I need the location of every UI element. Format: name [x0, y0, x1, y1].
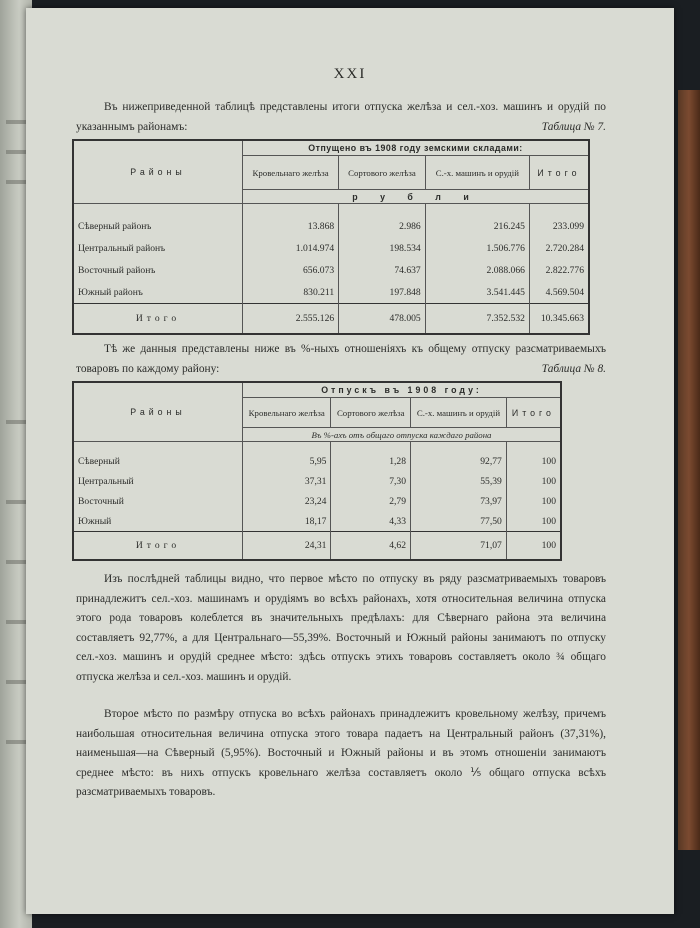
- book-cover-edge: [678, 90, 700, 850]
- table-row: Сѣверный 5,95 1,28 92,77 100: [73, 452, 561, 472]
- table-8: [72, 381, 562, 561]
- table-row: Центральный 37,31 7,30 55,39 100: [73, 472, 561, 492]
- col-header: С.-х. машинъ и орудій: [425, 156, 529, 190]
- table-row: Южный районъ 830.211 197.848 3.541.445 4.569.504: [73, 282, 589, 304]
- total-row: Итого 2.555.126 478.005 7.352.532 10.345.663: [73, 304, 589, 334]
- book-page: [26, 8, 674, 914]
- page-number: XXI: [333, 66, 367, 82]
- body-paragraph-2: Второе мѣсто по размѣру отпуска во всѣхъ районахъ принадлежитъ кровельному желѣзу, причемъ наибольшая относительная величина отпуска этого товара падаетъ на Центральный районъ (37,31%), наименьшая—на Сѣверный (5,95%). Восточный и Южный районы и въ этомъ отношеніи занимаютъ среднее мѣсто: въ нихъ отпускъ кровельнаго желѣза составляетъ около ⅕ общаго отпуска всѣхъ разсматриваемыхъ товаровъ.: [76, 708, 606, 799]
- col-header: Сортового желѣза: [331, 398, 411, 428]
- regions-header: Районы: [73, 140, 243, 204]
- regions-header: Районы: [73, 382, 243, 442]
- table-row: Сѣверный районъ 13.868 2.986 216.245 233.099: [73, 216, 589, 238]
- table-row: Восточный 23,24 2,79 73,97 100: [73, 492, 561, 512]
- col-header: Кровельнаго желѣза: [243, 156, 339, 190]
- table-row: Центральный районъ 1.014.974 198.534 1.506.776 2.720.284: [73, 238, 589, 260]
- table-8-label: Таблица № 8.: [541, 362, 606, 375]
- table-7-caption: Отпущено въ 1908 году земскими складами:: [243, 140, 590, 156]
- col-header: Итого: [529, 156, 589, 190]
- table-7: [72, 139, 590, 335]
- unit-row: Въ %-ахъ отъ общаго отпуска каждаго района: [243, 428, 562, 442]
- col-header: С.-х. машинъ и орудій: [411, 398, 507, 428]
- intro-paragraph-2: Тѣ же данныя представлены ниже въ %-ныхъ отношеніяхъ къ общему отпуску разсматриваемыхъ товаровъ по каждому району: Таблица № 8.: [76, 340, 606, 379]
- table-row: Восточный районъ 656.073 74.637 2.088.066 2.822.776: [73, 260, 589, 282]
- table-row: Южный 18,17 4,33 77,50 100: [73, 512, 561, 532]
- total-row: Итого 24,31 4,62 71,07 100: [73, 532, 561, 560]
- table-7-label: Таблица № 7.: [541, 120, 606, 133]
- intro-paragraph-1: Въ нижеприведенной таблицѣ представлены итоги отпуска желѣза и сел.-хоз. машинъ и орудій по указаннымъ районамъ: Таблица № 7.: [76, 98, 606, 137]
- body-paragraph-1: Изъ послѣдней таблицы видно, что первое мѣсто по отпуску въ ряду разсматриваемыхъ товаровъ принадлежитъ сел.-хоз. машинамъ и орудіямъ во всѣхъ районахъ, хотя относительная величина отпуска этого рода товаровъ колеблется въ значительныхъ предѣлахъ: для Сѣвернаго района эта величина составляетъ 92,77%, а для Центральнаго—55,39%. Восточный и Южный районы занимаютъ по отпуску сел.-хоз. машинъ и орудій среднее мѣсто: здѣсь отпускъ этихъ товаровъ составляетъ около ¾ общаго отпуска желѣза и сел.-хоз. машинъ и орудій.: [76, 573, 606, 683]
- unit-row: р у б л и: [243, 190, 590, 204]
- col-header: Итого: [506, 398, 561, 428]
- col-header: Кровельнаго желѣза: [243, 398, 331, 428]
- table-8-caption: Отпускъ въ 1908 году:: [243, 382, 562, 398]
- col-header: Сортового желѣза: [339, 156, 426, 190]
